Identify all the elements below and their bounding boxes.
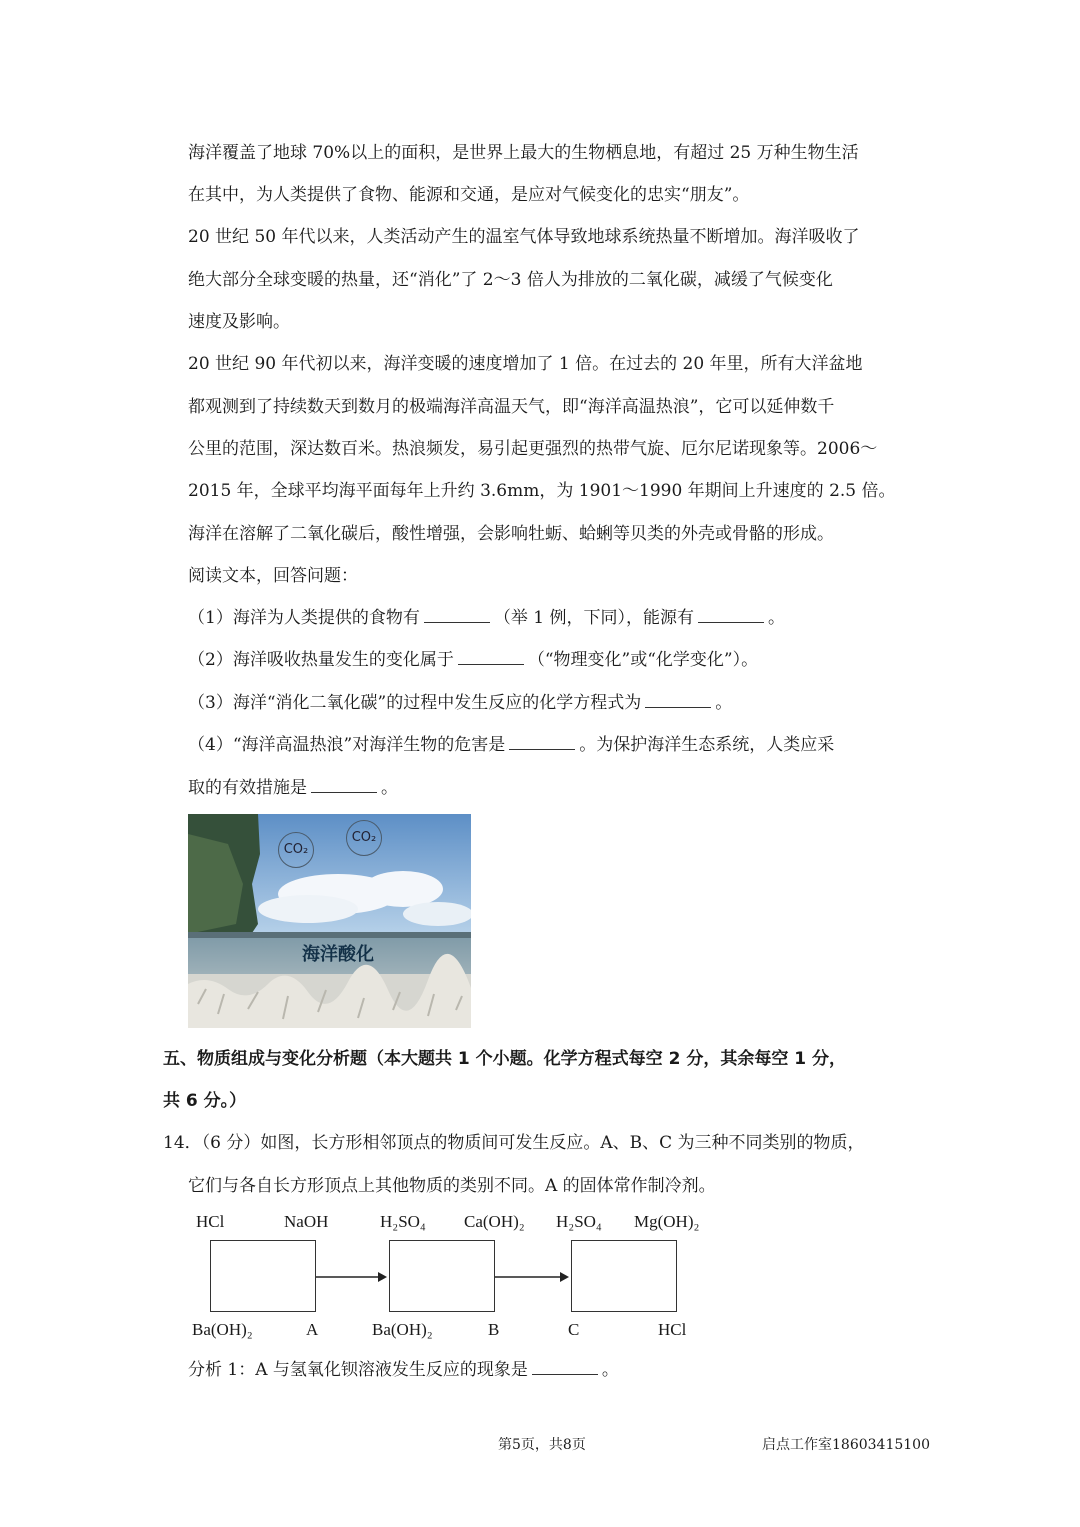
passage-line-9: 2015 年，全球平均海平面每年上升约 3.6mm，为 1901～1990 年期间上升速度的 2.5 倍。 — [188, 481, 896, 501]
passage-line-5: 速度及影响。 — [188, 312, 290, 332]
answer-blank-1b[interactable] — [698, 606, 764, 623]
box3-bottom-right-label: HCl — [658, 1320, 687, 1339]
answer-blank-analysis-1[interactable] — [532, 1358, 598, 1375]
image-caption: 海洋酸化 — [302, 944, 374, 965]
section-5-heading: 五、物质组成与变化分析题（本大题共 1 个小题。化学方程式每空 2 分，其余每空 1 分， — [163, 1049, 846, 1069]
box1-bottom-right-label: A — [306, 1320, 319, 1339]
passage-line-6: 20 世纪 90 年代初以来，海洋变暖的速度增加了 1 倍。在过去的 20 年里，所有大洋盆地 — [188, 354, 863, 374]
passage-line-3: 20 世纪 50 年代以来，人类活动产生的温室气体导致地球系统热量不断增加。海洋吸收了 — [188, 227, 860, 247]
answer-blank-2[interactable] — [458, 648, 524, 665]
box3-top-right-label: Mg(OH)₂ — [634, 1212, 700, 1231]
ocean-scene-illustration — [188, 814, 471, 1028]
analysis-1 — [188, 1358, 619, 1382]
passage-line-4: 绝大部分全球变暖的热量，还“消化”了 2～3 倍人为排放的二氧化碳，减缓了气候变化 — [188, 270, 833, 290]
question-2-text-a: （2）海洋吸收热量发生的变化属于 — [188, 650, 454, 670]
studio-contact: 启点工作室18603415100 — [762, 1437, 930, 1453]
ocean-acidification-image — [188, 814, 471, 1028]
question-1-text-a: （1）海洋为人类提供的食物有 — [188, 608, 420, 628]
question-4-continued — [188, 776, 398, 800]
question-4-text-b: 。为保护海洋生态系统，人类应采 — [579, 735, 835, 755]
answer-blank-4a[interactable] — [509, 733, 575, 750]
answer-blank-1a[interactable] — [424, 606, 490, 623]
answer-blank-3[interactable] — [645, 691, 711, 708]
box2-bottom-right-label: B — [488, 1320, 500, 1339]
analysis-1-text: 分析 1：A 与氢氧化钡溶液发生反应的现象是 — [188, 1360, 528, 1380]
reaction-diagram — [188, 1208, 728, 1348]
passage-line-10: 海洋在溶解了二氧化碳后，酸性增强，会影响牡蛎、蛤蜊等贝类的外壳或骨骼的形成。 — [188, 524, 834, 544]
box2-bottom-left-label: Ba(OH)₂ — [372, 1320, 433, 1339]
question-2 — [188, 648, 758, 672]
question-4-text-d: 。 — [381, 778, 398, 798]
question-4-text-c: 取的有效措施是 — [188, 778, 307, 798]
question-1 — [188, 606, 785, 630]
page-number: 第5页，共8页 — [498, 1437, 586, 1453]
passage-line-7: 都观测到了持续数天到数月的极端海洋高温天气，即“海洋高温热浪”，它可以延伸数千 — [188, 397, 835, 417]
box1-top-left-label: HCl — [196, 1212, 225, 1231]
passage-line-8: 公里的范围，深达数百米。热浪频发，易引起更强烈的热带气旋、厄尔尼诺现象等。2006～ — [188, 439, 878, 459]
box1-bottom-left-label: Ba(OH)₂ — [192, 1320, 253, 1339]
box3-bottom-left-label: C — [568, 1320, 580, 1339]
question-1-text-b: （举 1 例，下同），能源有 — [493, 608, 694, 628]
question-3 — [188, 691, 732, 715]
box2-top-right-label: Ca(OH)₂ — [464, 1212, 525, 1231]
question-4-text-a: （4）“海洋高温热浪”对海洋生物的危害是 — [188, 735, 506, 755]
analysis-1-end: 。 — [601, 1360, 619, 1380]
question-3-text-b: 。 — [715, 693, 733, 713]
question-1-text-c: 。 — [767, 608, 785, 628]
co2-bubble-2: CO₂ — [346, 820, 382, 856]
box3-top-left-label: H₂SO₄ — [556, 1212, 602, 1231]
arrow-2-head — [560, 1272, 569, 1282]
section-5-heading-cont: 共 6 分。） — [163, 1091, 247, 1111]
arrow-1-head — [378, 1272, 387, 1282]
question-3-text-a: （3）海洋“消化二氧化碳”的过程中发生反应的化学方程式为 — [188, 693, 642, 713]
passage-line-1: 海洋覆盖了地球 70%以上的面积，是世界上最大的生物栖息地，有超过 25 万种生物生活 — [188, 143, 859, 163]
question-14-line-1: 14．（6 分）如图，长方形相邻顶点的物质间可发生反应。A、B、C 为三种不同类别的物质， — [163, 1133, 865, 1153]
question-4 — [188, 733, 834, 757]
box1-top-right-label: NaOH — [284, 1212, 329, 1231]
reading-prompt: 阅读文本，回答问题： — [188, 566, 358, 586]
box2-top-left-label: H₂SO₄ — [380, 1212, 426, 1231]
passage-line-2: 在其中，为人类提供了食物、能源和交通，是应对气候变化的忠实“朋友”。 — [188, 185, 750, 205]
co2-bubble-1: CO₂ — [278, 832, 314, 868]
question-14-line-2: 它们与各自长方形顶点上其他物质的类别不同。A 的固体常作制冷剂。 — [188, 1176, 716, 1196]
question-2-text-b: （“物理变化”或“化学变化”）。 — [527, 650, 759, 670]
answer-blank-4b[interactable] — [311, 776, 377, 793]
